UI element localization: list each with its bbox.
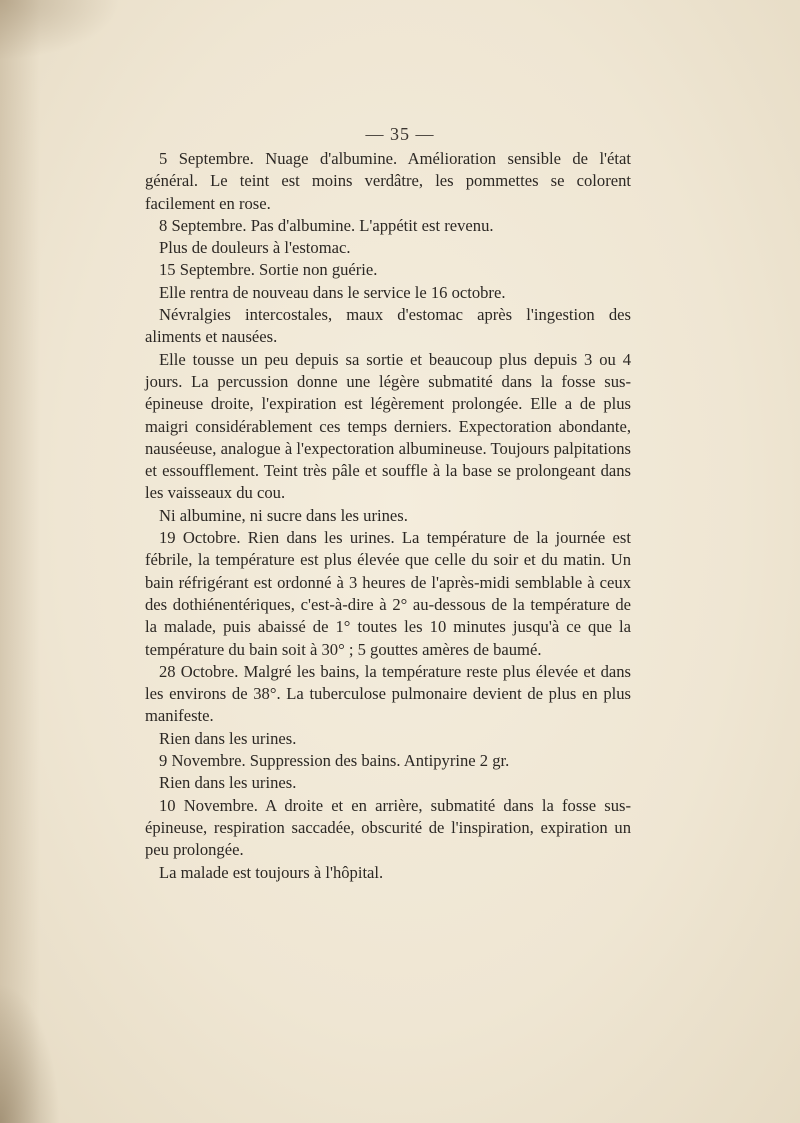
paragraph: 19 Octobre. Rien dans les urines. La température de la journée est fébrile, la température est plus élevée que celle du soir et du matin. Un bain réfrigérant est ordonné à 3 heures de l'après-midi semblable à ceux des dothiénentériques, c'est-à-dire à 2° au-dessous de la température de la malade, puis abaissé de 1° toutes les 10 minutes jusqu'à ce que la température du bain soit à 30° ; 5 gouttes amères de baumé. [145,528,631,659]
paragraph: Rien dans les urines. [159,728,297,748]
paragraph: Ni albumine, ni sucre dans les urines. [159,505,408,525]
paragraph: 15 Septembre. Sortie non guérie. [159,260,378,280]
paragraph: Rien dans les urines. [159,773,297,793]
page-number: — 35 — [365,124,435,144]
paragraph: La malade est toujours à l'hôpital. [159,862,384,882]
paragraph: 5 Septembre. Nuage d'albumine. Amélioration sensible de l'état général. Le teint est moins verdâtre, les pommettes se colorent facilement en rose. [145,149,631,213]
paragraph: Névralgies intercostales, maux d'estomac après l'ingestion des aliments et nausées. [145,305,631,347]
paragraph: Plus de douleurs à l'estomac. [159,238,351,258]
paragraph: 9 Novembre. Suppression des bains. Antipyrine 2 gr. [159,751,510,771]
paper-corner-stain-bottom [0,983,60,1123]
body-text [145,148,631,884]
paper-corner-stain-top [0,0,120,60]
paper-edge-stain [0,0,40,1123]
paragraph: Elle rentra de nouveau dans le service le 16 octobre. [159,282,506,302]
paragraph: 8 Septembre. Pas d'albumine. L'appétit est revenu. [159,215,494,235]
paragraph: 28 Octobre. Malgré les bains, la température reste plus élevée et dans les environs de 38°. La tuberculose pulmonaire devient de plus en plus manifeste. [145,661,631,726]
paragraph: Elle tousse un peu depuis sa sortie et beaucoup plus depuis 3 ou 4 jours. La percussion donne une légère submatité dans la fosse sus-épineuse droite, l'expiration est légèrement prolongée. Elle a de plus maigri considérablement ces temps derniers. Expectoration abondante, nauséeuse, analogue à l'expectoration albumineuse. Toujours palpitations et essoufflement. Teint très pâle et souffle à la base se prolongeant dans les vaisseaux du cou. [145,349,631,503]
paragraph: 10 Novembre. A droite et en arrière, submatité dans la fosse sus-épineuse, respiration saccadée, obscurité de l'inspiration, expiration un peu prolongée. [145,795,631,860]
